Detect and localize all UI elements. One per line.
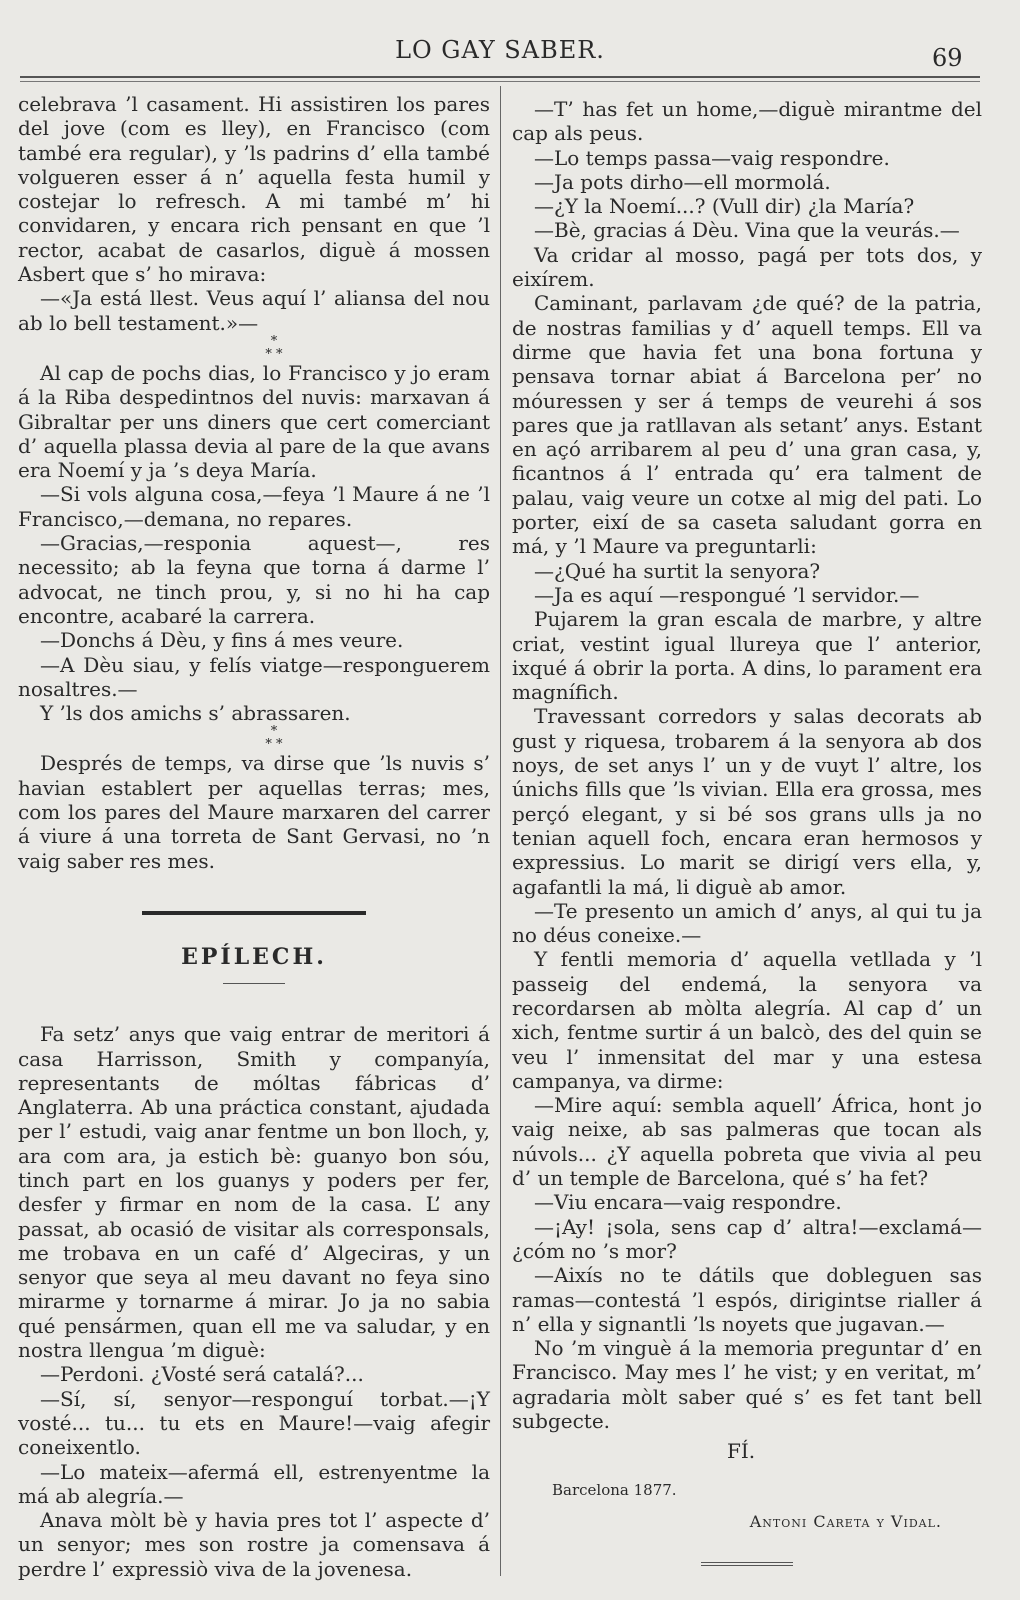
title-underline — [223, 983, 285, 984]
paragraph: —Te presento un amich d’ anys, al qui tu ja no déus coneixe.— — [512, 898, 982, 948]
place-date: Barcelona 1877. — [552, 1480, 677, 1499]
paragraph: Y ’ls dos amichs s’ abrassaren. — [40, 701, 351, 726]
paragraph: Caminant, parlavam ¿de qué? de la patria, de nostras familias y d’ aquell temps. Ell va dirme que havia fet una bona fortuna y pensava tornar abiat á Barcelona per’ no móuressen y ser á temps de veurehi á sos pares que ja ratllavan als setant’ anys. Estant en açó arribarem al peu d’ una gran casa, y, ficantnos á l’ entrada qu’ era talment de palau, vaig veure un cotxe al mig del pati. Lo porter, eixí de sa caseta saludant gorra en má, y ’l Maure va preguntarli: — [512, 291, 982, 559]
running-title: LO GAY SABER. — [395, 36, 605, 64]
page-number: 69 — [932, 44, 963, 72]
paragraph: No ’m vinguè á la memoria preguntar d’ en Francisco. May mes l’ he vist; y en veritat, m’ agradaria mòlt saber qué s’ es fet tant bell subgecte. — [512, 1336, 982, 1434]
paragraph: —Sí, sí, senyor—responguí torbat.—¡Y vosté... tu... tu ets en Maure!—vaig afegir coneixentlo. — [18, 1386, 490, 1460]
end-mark: FÍ. — [727, 1439, 756, 1464]
paragraph: celebrava ’l casament. Hi assistiren los pares del jove (com es lley), en Francisco (com també era regular), y ’ls padrins d’ ella també volgueren esser á n’ aquella festa humil y costejar lo refresch. A mi també m’ hi convidaren, y encara rich pensant en que ’l rector, acabat de casarlos, diguè á mossen Asbert que s’ ho mirava: — [18, 92, 490, 287]
author-signature: Antoni Careta y Vidal. — [749, 1511, 942, 1531]
paragraph: Fa setz’ anys que vaig entrar de meritori á casa Harrisson, Smith y companyía, representants de móltas fábricas d’ Anglaterra. Ab una práctica constant, ajudada per l’ estudi, vaig anar fentme un bon lloch, y, ara com ara, ja estich bè: guanyo bon sóu, tinch part en los guanys y poders per fer, desfer y firmar en nom de la casa. L’ any passat, ab ocasió de visitar als corresponsals, me trobava en un café d’ Algeciras, y un senyor que seya al meu davant no feya sino mirarme y tornarme á mirar. Jo ja no sabia qué pensármen, quan ell me va saludar, y en nostra llengua ’m diguè: — [18, 1022, 490, 1363]
paragraph: Travessant corredors y salas decorats ab gust y riquesa, trobarem á la senyora ab dos noys, de set anys l’ un y de vuyt l’ altre, los únichs fills que ’ls vivian. Ella era grossa, mes perçó elegant, y si bé sos grans ulls ja no tenian aquell foch, encara eran hermosos y expressius. Lo marit se dirigí vers ella, y, agafantli la má, li diguè ab amor. — [512, 704, 982, 899]
paragraph: Va cridar al mosso, pagá per tots dos, y eixírem. — [512, 242, 982, 292]
column-divider — [500, 86, 501, 1576]
left-column — [18, 92, 490, 1581]
paragraph: —T’ has fet un home,—diguè mirantme del cap als peus. — [512, 97, 982, 146]
asterisk-top: * — [270, 724, 278, 740]
right-column — [512, 97, 982, 1566]
paragraph: —Ja pots dirho—ell mormolá. — [534, 169, 831, 194]
paragraph: —¿Y la Noemí...? (Vull dir) ¿la María? — [534, 194, 915, 219]
paragraph: —¡Ay! ¡sola, sens cap d’ altra!—exclamá—¿cóm no ’s mor? — [512, 1214, 982, 1263]
paragraph: —Si vols alguna cosa,—feya ’l Maure á ne ’l Francisco,—demana, no repares. — [18, 482, 490, 531]
paragraph: Pujarem la gran escala de marbre, y altre criat, vestint igual llureya que l’ anterior, ixqué á obrir la porta. A dins, lo parament era magnífich. — [512, 607, 982, 705]
section-break-asterisks — [18, 725, 490, 751]
paragraph: —«Ja está llest. Veus aquí l’ aliansa del nou ab lo bell testament.»— — [18, 286, 490, 335]
asterisk-top: * — [270, 333, 278, 349]
closing-rule — [701, 1562, 793, 1566]
paragraph: Després de temps, va dirse que ’ls nuvis s’ havian establert per aquellas terras; mes, com los pares del Maure marxaren del carrer á viure á una torreta de Sant Gervasi, no ’n vaig saber res mes. — [18, 751, 490, 873]
paragraph: —A Dèu siau, y felís viatge—responguerem nosaltres.— — [18, 652, 490, 701]
paragraph: —Ja es aquí —respongué ’l servidor.— — [534, 582, 920, 607]
paragraph: —Aixís no te dátils que dobleguen sas ramas—contestá ’l espós, dirigintse rialler á n’ ella y signantli ’ls noyets que jugavan.— — [512, 1263, 982, 1336]
paragraph: —Lo mateix—afermá ell, estrenyentme la má ab alegría.— — [18, 1459, 490, 1508]
paragraph: —Viu encara—vaig respondre. — [534, 1190, 842, 1215]
header-rule — [20, 76, 980, 82]
paragraph: —Mire aquí: sembla aquell’ África, hont jo vaig neixe, ab sas palmeras que tocan als núvols... ¿Y aquella pobreta que vivia al peu d’ un temple de Barcelona, qué s’ ha fet? — [512, 1093, 982, 1191]
section-break-asterisks — [18, 335, 490, 361]
paragraph: —Bè, gracias á Dèu. Vina que la veurás.— — [534, 218, 960, 243]
paragraph: Al cap de pochs dias, lo Francisco y jo eram á la Riba despedintnos del nuvis: marxavan á Gibraltar per uns diners que cert comerciant d’ aquella plassa devia al pare de la que avans era Noemí y ja ’s deya María. — [18, 360, 490, 483]
asterisk-bottom: * * — [265, 737, 283, 753]
paragraph: —¿Qué ha surtit la senyora? — [534, 558, 821, 583]
asterisk-bottom: * * — [265, 346, 283, 362]
paragraph: —Perdoni. ¿Vosté será catalá?... — [40, 1362, 364, 1387]
paragraph: —Lo temps passa—vaig respondre. — [534, 145, 890, 170]
paragraph: Y fentli memoria d’ aquella vetllada y ’l passeig del endemá, la senyora va recordarsen ab mòlta alegría. Al cap d’ un xich, fentme surtir á un balcò, des del quin se veu l’ inmensitat del mar y una estesa campanya, va dirme: — [512, 947, 982, 1093]
section-title: EPÍLECH. — [181, 943, 327, 970]
paragraph: —Gracias,—responia aquest—, res necessito; ab la feyna que torna á darme l’ advocat, ne tinch prou, y, si no hi ha cap encontre, acabaré la carrera. — [18, 531, 490, 628]
paragraph: Anava mòlt bè y havia pres tot l’ aspecte d’ un senyor; mes son rostre ja comensava á perdre l’ expressiò viva de la jovenesa. — [18, 1508, 490, 1581]
paragraph: —Donchs á Dèu, y fins á mes veure. — [40, 628, 404, 653]
section-rule — [142, 911, 366, 915]
